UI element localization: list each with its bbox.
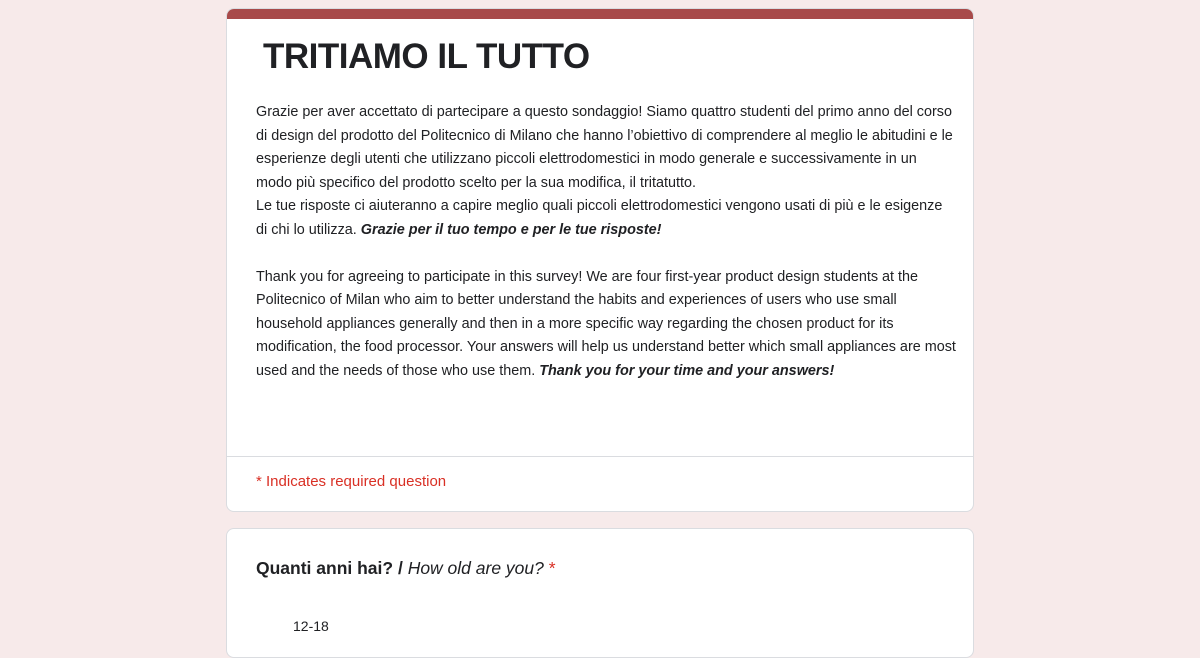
radio-option-12-18[interactable]: 12-18 [293, 618, 329, 634]
form-description [256, 101, 956, 383]
question-title [256, 558, 556, 579]
header-accent-bar [227, 9, 973, 19]
required-asterisk: * [543, 558, 556, 578]
question-card-age [226, 528, 974, 658]
question-title-english: How old are you? [407, 558, 544, 578]
question-title-italian: Quanti anni hai? / [256, 558, 408, 578]
description-english: Thank you for agreeing to participate in this survey! We are four first-year product design students at the Politecnico of Milan who aim to better understand the habits and experiences of users who use small household appliances generally and then in a more specific way regarding the chosen product for its modification, the food processor. Your answers will help us understand better which small appliances are most used and the needs of those who use them. [256, 268, 956, 379]
description-english-emphasis: Thank you for your time and your answers! [539, 362, 835, 379]
form-title: TRITIAMO IL TUTTO [263, 37, 590, 76]
form-header-card [226, 8, 974, 512]
description-italian: Grazie per aver accettato di partecipare a questo sondaggio! Siamo quattro studenti del primo anno del corso di design del prodotto del Politecnico di Milano che hanno l’obiettivo di comprendere al meglio le abitudini e le esperienze degli utenti che utilizzano piccoli elettrodomestici in modo generale e successivamente in un modo più specifico del prodotto scelto per la sua modifica, il tritatutto. Le tue risposte ci aiuteranno a capire meglio quali piccoli elettrodomestici vengono usati di più e le esigenze di chi lo utilizza. [256, 104, 953, 238]
required-question-note: * Indicates required question [256, 473, 447, 490]
header-divider [227, 456, 973, 457]
description-italian-emphasis: Grazie per il tuo tempo e per le tue risposte! [360, 221, 662, 238]
